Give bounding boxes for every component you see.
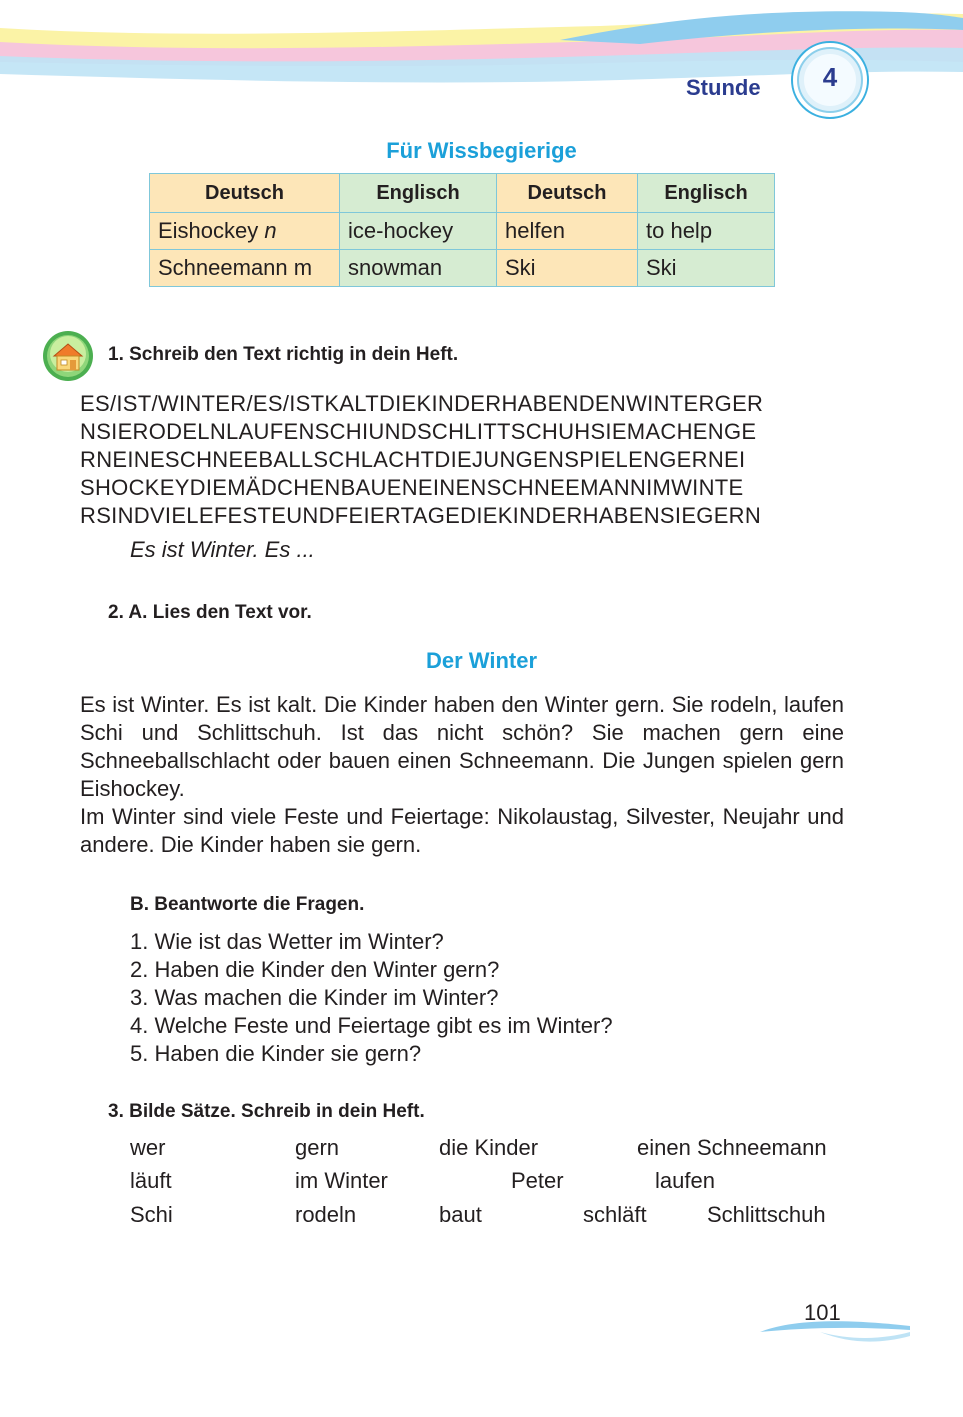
letter-puzzle xyxy=(80,390,860,530)
reading-text xyxy=(80,691,844,859)
word-tile: wer xyxy=(130,1135,166,1160)
vocab-row xyxy=(150,213,775,250)
letter-line: NSIERODELNLAUFENSCHIUNDSCHLITTSCHUHSIEMACHENGE xyxy=(80,419,757,444)
task1-instruction: 1. Schreib den Text richtig in dein Heft. xyxy=(108,344,459,365)
vocab-header-cell: Deutsch xyxy=(497,174,638,213)
word-tile: einen Schneemann xyxy=(637,1135,827,1160)
lesson-number: 4 xyxy=(822,62,838,92)
letter-line: ES/IST/WINTER/ES/ISTKALTDIEKINDERHABENDENWINTERGER xyxy=(80,391,764,416)
word-tile: Peter xyxy=(511,1168,564,1193)
task1-example: Es ist Winter. Es ... xyxy=(130,537,315,562)
word-tile: gern xyxy=(295,1135,340,1160)
vocab-cell: Ski xyxy=(497,250,638,287)
word-tile: läuft xyxy=(130,1168,172,1193)
homework-house-icon xyxy=(42,330,94,382)
reading-title: Der Winter xyxy=(425,648,538,673)
vocab-table xyxy=(149,173,775,287)
question-item: 1. Wie ist das Wetter im Winter? xyxy=(130,929,444,954)
vocab-header-row xyxy=(150,174,775,213)
page-number: 101 xyxy=(804,1300,841,1325)
vocab-cell: to help xyxy=(638,213,775,250)
vocab-cell: snowman xyxy=(340,250,497,287)
vocab-title: Für Wissbegierige xyxy=(386,138,577,163)
word-tile: laufen xyxy=(655,1168,715,1193)
vocab-header-cell: Deutsch xyxy=(150,174,340,213)
letter-line: SHOCKEYDIEMÄDCHENBAUENEINENSCHNEEMANNIMWINTE xyxy=(80,475,744,500)
vocab-row xyxy=(150,250,775,287)
vocab-cell: Schneemann m xyxy=(150,250,340,287)
word-tile: rodeln xyxy=(295,1202,357,1227)
vocab-word: Eishockey xyxy=(158,218,259,243)
task2a-instruction: 2. A. Lies den Text vor. xyxy=(108,602,312,623)
reading-paragraph: Im Winter sind viele Feste und Feiertage: Nikolaustag, Silvester, Neujahr und andere. Die Kinder haben sie gern. xyxy=(80,804,844,857)
question-item: 2. Haben die Kinder den Winter gern? xyxy=(130,957,500,982)
vocab-cell: Ski xyxy=(638,250,775,287)
vocab-cell: ice-hockey xyxy=(340,213,497,250)
letter-line: RSINDVIELEFESTEUNDFEIERTAGEDIEKINDERHABENSIEGERN xyxy=(80,503,762,528)
word-tile: die Kinder xyxy=(439,1135,539,1160)
word-tile: baut xyxy=(439,1202,482,1227)
task2b-instruction: B. Beantworte die Fragen. xyxy=(130,894,365,915)
letter-line: RNEINESCHNEEBALLSCHLACHTDIEJUNGENSPIELENGERNEI xyxy=(80,447,746,472)
reading-paragraph: Es ist Winter. Es ist kalt. Die Kinder haben den Winter gern. Sie rodeln, laufen Schi und Schlittschuh. Ist das nicht schön? Sie machen gern eine Schneeballschlacht oder bauen einen Schneemann. Die Jungen spielen gern Eishockey. xyxy=(80,692,844,801)
word-tile: schläft xyxy=(583,1202,647,1227)
vocab-header-cell: Englisch xyxy=(340,174,497,213)
task3-instruction: 3. Bilde Sätze. Schreib in dein Heft. xyxy=(108,1101,425,1122)
vocab-gender: n xyxy=(264,218,277,243)
vocab-cell xyxy=(150,213,340,250)
word-tile: im Winter xyxy=(295,1168,388,1193)
question-item: 5. Haben die Kinder sie gern? xyxy=(130,1041,422,1066)
vocab-header-cell: Englisch xyxy=(638,174,775,213)
lesson-label: Stunde xyxy=(686,75,761,100)
word-tile: Schi xyxy=(130,1202,173,1227)
question-list xyxy=(130,928,613,1068)
question-item: 3. Was machen die Kinder im Winter? xyxy=(130,985,499,1010)
question-item: 4. Welche Feste und Feiertage gibt es im Winter? xyxy=(130,1013,613,1038)
vocab-cell: helfen xyxy=(497,213,638,250)
word-tile: Schlittschuh xyxy=(707,1202,826,1227)
